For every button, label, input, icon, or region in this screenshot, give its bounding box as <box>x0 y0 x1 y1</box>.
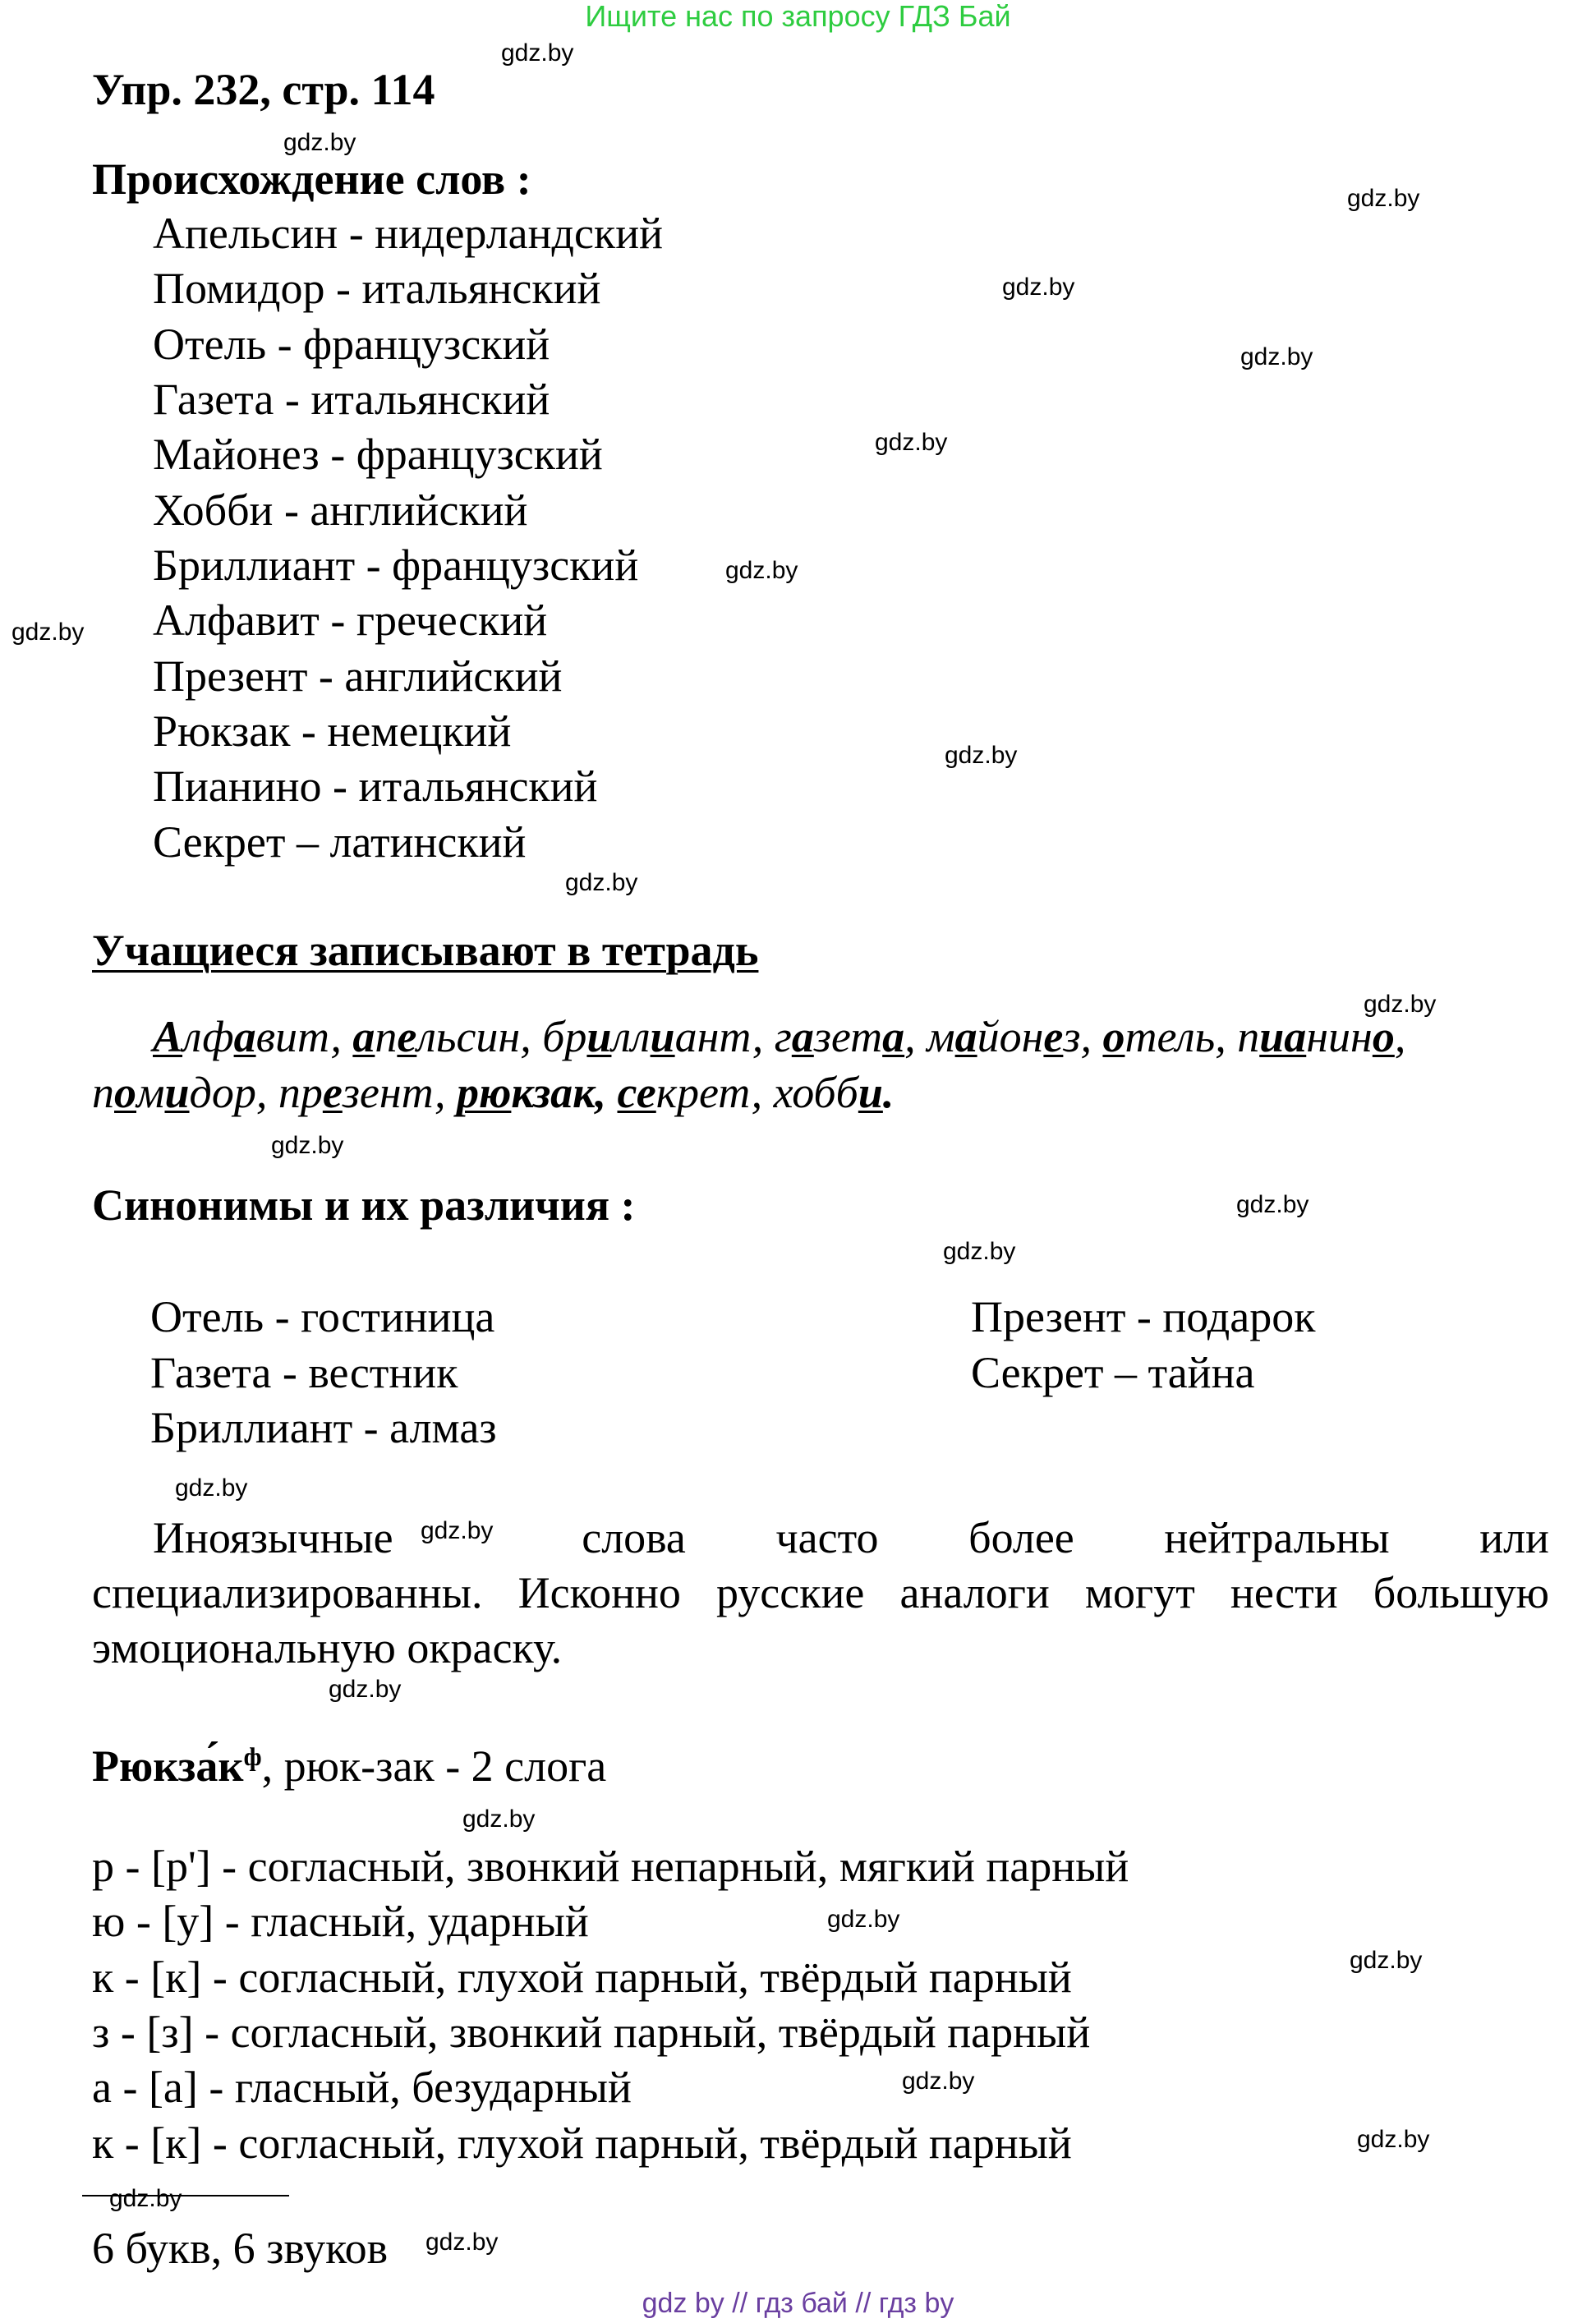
notebook-heading: Учащиеся записывают в тетрадь <box>92 926 759 975</box>
watermark: gdz.by <box>1350 1947 1423 1974</box>
watermark: gdz.by <box>175 1474 248 1502</box>
synonym-item: Секрет – тайна <box>971 1348 1255 1397</box>
watermark: gdz.by <box>1357 2126 1430 2153</box>
notebook-line-2: помидор, презент, рюкзак, секрет, хобби. <box>92 1068 895 1117</box>
letter-row: з - [з] - согласный, звонкий парный, твёрдый парный <box>92 2008 1091 2057</box>
analysis-header <box>92 1731 606 1792</box>
analysis-sup: ф <box>243 1741 262 1771</box>
origin-item: Пианино - итальянский <box>153 761 598 811</box>
watermark: gdz.by <box>1240 343 1313 370</box>
letter-row: ю - [у] - гласный, ударный <box>92 1897 589 1946</box>
synonym-item: Отель - гостиница <box>150 1292 495 1341</box>
watermark: gdz.by <box>421 1517 494 1544</box>
analysis-syllables: , рюк-зак - 2 слога <box>261 1741 607 1791</box>
letter-row: а - [а] - гласный, безударный <box>92 2063 632 2112</box>
origin-item: Отель - французский <box>153 320 550 369</box>
paragraph-line-2: специализированны. Исконно русские аналоги могут нести большую <box>92 1568 1549 1617</box>
watermark: gdz.by <box>501 39 574 67</box>
synonym-item: Бриллиант - алмаз <box>150 1403 497 1452</box>
watermark: gdz.by <box>1002 274 1075 301</box>
watermark: gdz.by <box>1364 991 1437 1018</box>
letter-row: к - [к] - согласный, глухой парный, твёрдый парный <box>92 2118 1072 2168</box>
origin-item: Хобби - английский <box>153 485 528 535</box>
origin-item: Презент - английский <box>153 651 563 701</box>
watermark: gdz.by <box>329 1676 402 1703</box>
paragraph-line-3: эмоциональную окраску. <box>92 1623 563 1672</box>
watermark: gdz.by <box>875 429 948 456</box>
watermark: gdz.by <box>565 869 638 896</box>
synonyms-heading: Синонимы и их различия : <box>92 1180 636 1230</box>
origin-item: Майонез - французский <box>153 430 603 479</box>
synonym-item: Презент - подарок <box>971 1292 1316 1341</box>
analysis-summary: 6 букв, 6 звуков <box>92 2224 389 2273</box>
footer-links: gdz by // гдз бай // гдз by <box>642 2288 954 2319</box>
watermark: gdz.by <box>725 557 798 584</box>
synonym-item: Газета - вестник <box>150 1348 458 1397</box>
origin-item: Секрет – латинский <box>153 817 527 867</box>
letter-row: к - [к] - согласный, глухой парный, твёрдый парный <box>92 1953 1072 2002</box>
watermark: gdz.by <box>1236 1191 1309 1218</box>
origin-heading: Происхождение слов : <box>92 154 531 204</box>
watermark: gdz.by <box>462 1806 536 1833</box>
watermark: gdz.by <box>271 1132 344 1159</box>
watermark: gdz.by <box>827 1906 900 1933</box>
watermark: gdz.by <box>943 1238 1016 1265</box>
watermark: gdz.by <box>1347 185 1420 212</box>
watermark: gdz.by <box>425 2229 499 2256</box>
watermark: gdz.by <box>109 2185 182 2212</box>
analysis-word: Рюкза́к <box>92 1741 244 1791</box>
letter-row: р - [р'] - согласный, звонкий непарный, мягкий парный <box>92 1842 1129 1891</box>
watermark: gdz.by <box>945 742 1018 769</box>
notebook-line-1: Алфавит, апельсин, бриллиант, газета, майонез, отель, пианино, <box>153 1012 1406 1061</box>
watermark: gdz.by <box>902 2068 975 2095</box>
origin-item: Бриллиант - французский <box>153 540 639 590</box>
origin-item: Рюкзак - немецкий <box>153 706 512 756</box>
origin-item: Помидор - итальянский <box>153 264 601 313</box>
page-title: Упр. 232, стр. 114 <box>92 65 435 114</box>
paragraph-line-1: Иноязычные слова часто более нейтральны или <box>153 1513 1549 1562</box>
watermark: gdz.by <box>283 129 356 156</box>
watermark: gdz.by <box>11 619 85 646</box>
origin-item: Апельсин - нидерландский <box>153 209 663 258</box>
top-banner: Ищите нас по запросу ГДЗ Бай <box>585 0 1011 33</box>
origin-item: Газета - итальянский <box>153 375 550 424</box>
origin-item: Алфавит - греческий <box>153 596 548 645</box>
